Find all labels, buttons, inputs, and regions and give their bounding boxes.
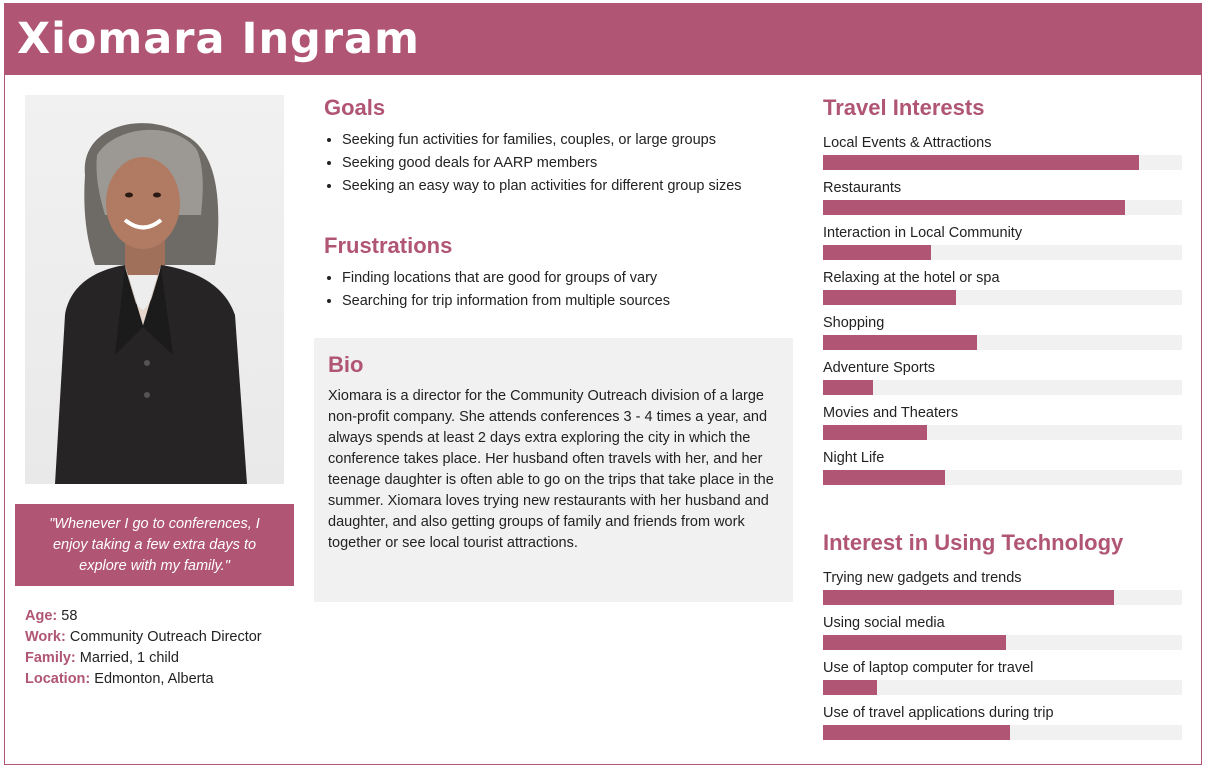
interest-bar-fill [823, 335, 977, 350]
persona-quote: "Whenever I go to conferences, I enjoy taking a few extra days to explore with my family." [15, 504, 294, 586]
portrait-illustration [25, 95, 284, 484]
interest-bar-fill [823, 290, 956, 305]
travel-interests-title: Travel Interests [823, 95, 985, 120]
goals-title: Goals [324, 95, 386, 120]
fact-age [25, 606, 262, 627]
interest-row [823, 701, 1182, 746]
frustrations-title: Frustrations [324, 233, 453, 258]
interest-row [823, 266, 1182, 311]
bio-panel [314, 338, 793, 602]
interest-label: Restaurants [823, 180, 902, 196]
header-bar [4, 3, 1202, 75]
travel-interests-list [823, 131, 1182, 491]
fact-key: Location: [25, 671, 91, 687]
interest-label: Use of travel applications during trip [823, 705, 1054, 721]
travel-interests-section [823, 95, 1182, 491]
fact-family [25, 648, 262, 669]
interest-row [823, 656, 1182, 701]
interest-bar-fill [823, 635, 1006, 650]
interest-bar-track [823, 680, 1182, 695]
technology-title: Interest in Using Technology [823, 530, 1124, 555]
fact-value: Married, 1 child [79, 650, 179, 666]
interest-bar-track [823, 635, 1182, 650]
interest-bar-track [823, 425, 1182, 440]
interest-label: Local Events & Attractions [823, 135, 992, 151]
interest-bar-fill [823, 425, 927, 440]
interest-label: Use of laptop computer for travel [823, 660, 1034, 676]
interest-row [823, 611, 1182, 656]
interest-bar-fill [823, 245, 931, 260]
technology-section [823, 530, 1182, 746]
frustrations-list [324, 267, 794, 313]
interest-bar-fill [823, 680, 877, 695]
interest-label: Trying new gadgets and trends [823, 570, 1022, 586]
interest-bar-track [823, 380, 1182, 395]
bio-text: Xiomara is a director for the Community Outreach division of a large non-profit company. She attends conferences 3 - 4 times a year, and always spends at least 2 days extra exploring the city in which the conference takes place. Her husband often travels with her, and her teenage daughter is often able to go on the trips that take place in the summer. Xiomara loves trying new restaurants with her husband and daughter, and also getting groups of family and friends from work together or see local tourist attractions. [328, 388, 774, 551]
interest-bar-fill [823, 470, 945, 485]
fact-key: Family: [25, 650, 76, 666]
fact-work [25, 627, 262, 648]
fact-key: Age: [25, 608, 58, 624]
interest-bar-fill [823, 155, 1139, 170]
interest-row [823, 176, 1182, 221]
frustration-item: • Searching for trip information from multiple sources [342, 290, 794, 313]
frustration-item: • Finding locations that are good for groups of vary [342, 267, 794, 290]
interest-row [823, 356, 1182, 401]
interest-bar-fill [823, 200, 1125, 215]
interest-bar-track [823, 725, 1182, 740]
persona-name: Xiomara Ingram [17, 14, 420, 64]
goals-list [324, 129, 794, 198]
persona-photo [25, 95, 284, 484]
interest-bar-track [823, 155, 1182, 170]
interest-bar-track [823, 335, 1182, 350]
interest-bar-track [823, 590, 1182, 605]
goal-item: • Seeking fun activities for families, couples, or large groups [342, 129, 794, 152]
interest-bar-fill [823, 380, 873, 395]
interest-label: Shopping [823, 315, 885, 331]
technology-list [823, 566, 1182, 746]
fact-location [25, 669, 262, 690]
bio-title: Bio [328, 352, 364, 377]
interest-label: Night Life [823, 450, 885, 466]
interest-row [823, 566, 1182, 611]
goal-item: • Seeking an easy way to plan activities for different group sizes [342, 175, 794, 198]
interest-label: Movies and Theaters [823, 405, 959, 421]
interest-label: Interaction in Local Community [823, 225, 1023, 241]
frustrations-section [324, 233, 794, 313]
interest-row [823, 131, 1182, 176]
interest-bar-track [823, 290, 1182, 305]
interest-label: Using social media [823, 615, 945, 631]
interest-bar-track [823, 200, 1182, 215]
interest-bar-fill [823, 590, 1114, 605]
interest-bar-track [823, 470, 1182, 485]
interest-bar-fill [823, 725, 1010, 740]
interest-bar-track [823, 245, 1182, 260]
interest-row [823, 446, 1182, 491]
persona-facts [25, 606, 262, 690]
fact-key: Work: [25, 629, 66, 645]
fact-value: Community Outreach Director [69, 629, 262, 645]
interest-row [823, 221, 1182, 266]
fact-value: 58 [61, 608, 78, 624]
goal-item: • Seeking good deals for AARP members [342, 152, 794, 175]
interest-label: Relaxing at the hotel or spa [823, 270, 1000, 286]
interest-row [823, 401, 1182, 446]
interest-row [823, 311, 1182, 356]
interest-label: Adventure Sports [823, 360, 936, 376]
goals-section [324, 95, 794, 198]
fact-value: Edmonton, Alberta [94, 671, 214, 687]
